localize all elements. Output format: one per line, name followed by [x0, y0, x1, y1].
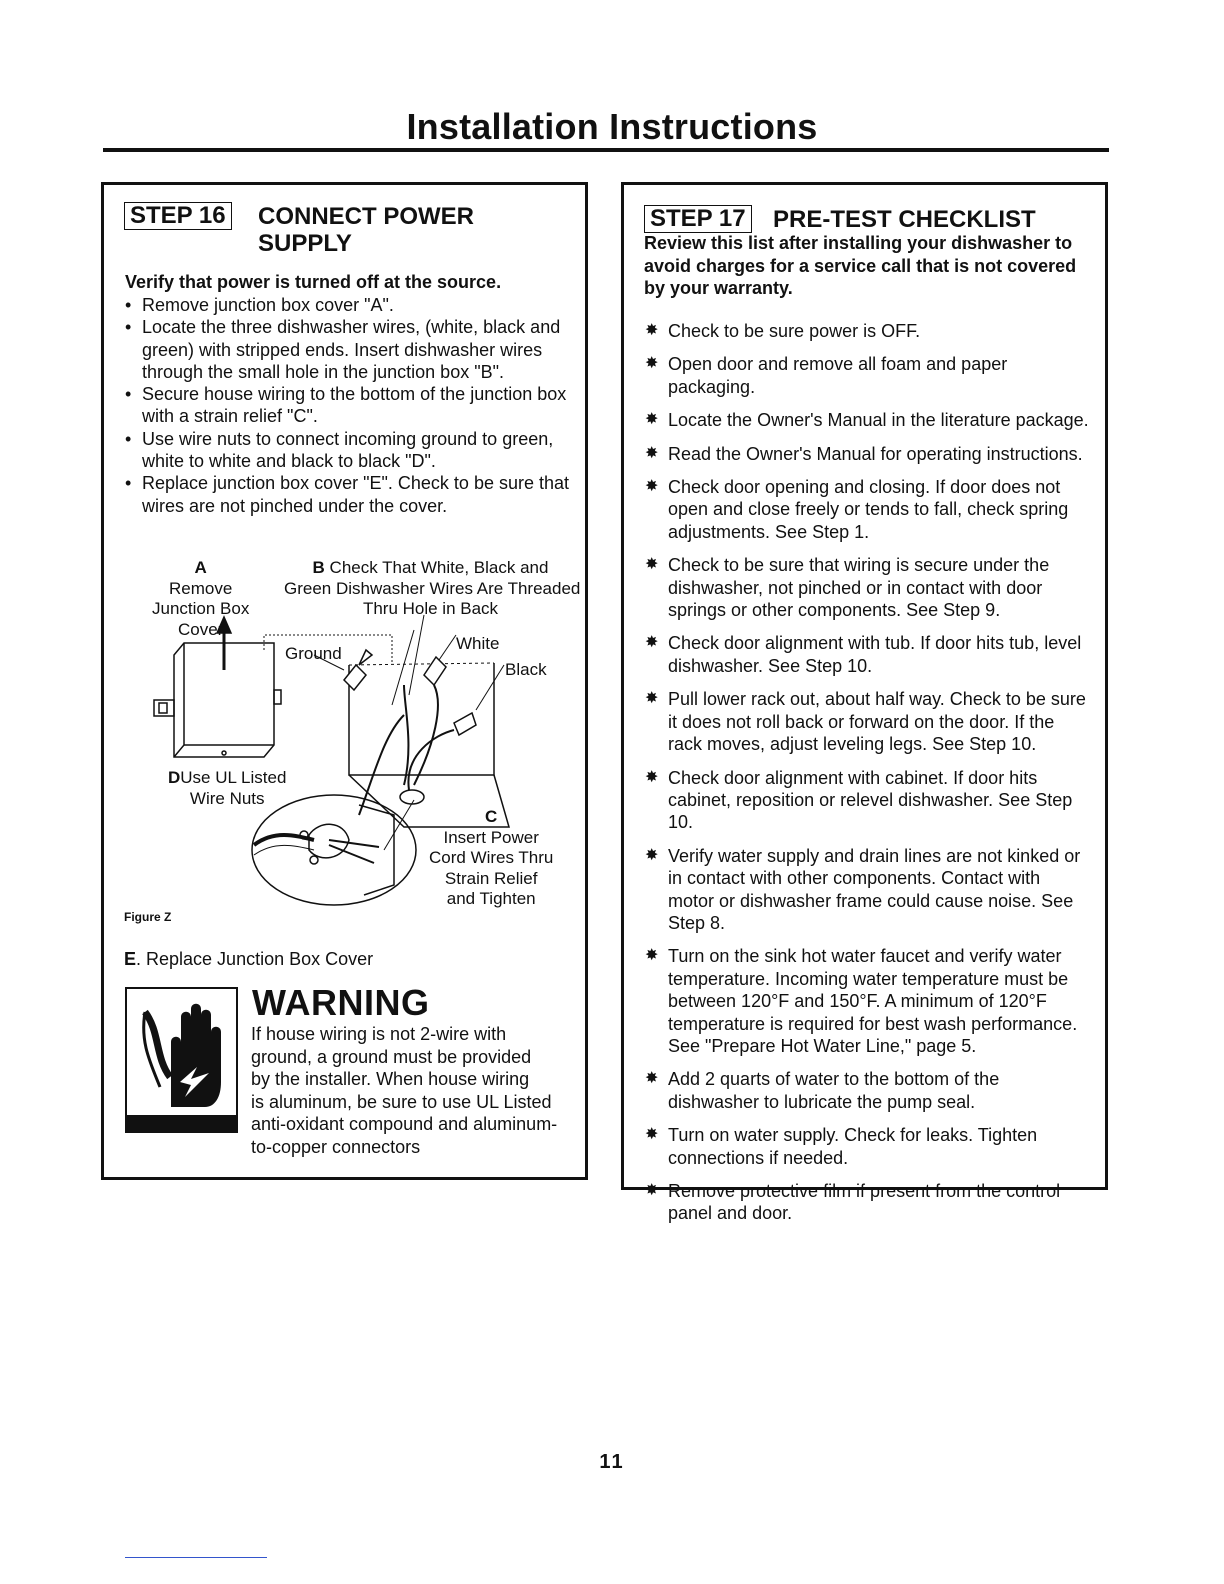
figure-c-line4: and Tighten	[446, 889, 536, 908]
list-item: ✸ Check to be sure that wiring is secure under the dishwasher, not pinched or in contact with door springs or other components. See Step 9.	[645, 555, 1050, 621]
figure-c-line1: Insert Power	[443, 827, 539, 847]
asterisk-bullet-icon: ✸	[645, 556, 659, 574]
warning-line: is aluminum, be sure to use UL Listed	[251, 1091, 552, 1112]
figure-a-line3: Cover	[177, 619, 224, 639]
asterisk-bullet-icon: ✸	[645, 947, 659, 965]
figure-label-d	[168, 768, 286, 809]
warning-text	[251, 1023, 581, 1158]
figure-b-letter: B	[312, 558, 325, 577]
warning-line: ground, a ground must be provided	[251, 1046, 532, 1067]
title-rule	[103, 148, 1109, 152]
figure-c-line2: Cord Wires Thru	[429, 848, 554, 867]
list-item: • Locate the three dishwasher wires, (white, black and green) with stripped ends. Insert dishwasher wires through the small hole in the junction box "B".	[125, 316, 575, 383]
pre-test-checklist	[644, 320, 1089, 1236]
asterisk-bullet-icon: ✸	[645, 1182, 659, 1199]
figure-label-b	[284, 558, 581, 620]
figure-label-c	[429, 807, 553, 910]
list-item: ✸ Read the Owner's Manual for operating instructions.	[645, 443, 1083, 464]
list-item: ✸ Add 2 quarts of water to the bottom of the dishwasher to lubricate the pump seal.	[645, 1069, 1000, 1112]
step-e-text: . Replace Junction Box Cover	[136, 949, 374, 969]
asterisk-bullet-icon: ✸	[645, 322, 659, 339]
step16-label: STEP 16	[124, 202, 232, 230]
figure-d-letter: D	[168, 768, 181, 787]
footnote-rule	[125, 1557, 267, 1558]
list-item: ✸ Open door and remove all foam and paper packaging.	[645, 354, 1008, 397]
list-item: • Use wire nuts to connect incoming ground to green, white to white and black to black "D".	[125, 428, 575, 473]
asterisk-bullet-icon: ✸	[645, 634, 659, 652]
list-item: ✸ Turn on the sink hot water faucet and verify water temperature. Incoming water temperature must be between 120°F and 150°F. A minimum of 120°F temperature is required for best wash performance. See "Prepare Hot Water Line," page 5.	[645, 946, 1078, 1056]
asterisk-bullet-icon: ✸	[645, 411, 659, 429]
warning-line: by the installer. When house wiring	[251, 1069, 530, 1089]
figure-a-letter: A	[194, 558, 207, 577]
list-item: ✸ Check door alignment with cabinet. If door hits cabinet, reposition or relevel dishwasher. See Step 10.	[645, 767, 1073, 833]
figure-caption: Figure Z	[124, 910, 172, 924]
list-item: ✸ Locate the Owner's Manual in the literature package.	[645, 410, 1089, 431]
step16-lead: Verify that power is turned off at the source.	[125, 272, 502, 292]
figure-c-line3: Strain Relief	[444, 868, 538, 888]
figure-b-line1: Check That White, Black and	[329, 558, 549, 577]
figure-label-black: Black	[505, 660, 547, 679]
warning-line: anti-oxidant compound and aluminum-	[251, 1114, 558, 1134]
list-item: • Secure house wiring to the bottom of the junction box with a strain relief "C".	[125, 383, 575, 428]
list-item: ✸ Verify water supply and drain lines are not kinked or in contact with other components. Contact with motor or dishwasher frame could cause noise. See Step 8.	[645, 845, 1081, 933]
page-number: 11	[599, 1451, 625, 1473]
step16-step-e	[124, 949, 373, 970]
asterisk-bullet-icon: ✸	[645, 690, 659, 708]
list-item: ✸ Check door alignment with tub. If door hits tub, level dishwasher. See Step 10.	[645, 633, 1082, 676]
asterisk-bullet-icon: ✸	[645, 768, 659, 786]
asterisk-bullet-icon: ✸	[645, 846, 659, 864]
figure-b-line2: Green Dishwasher Wires Are Threaded	[284, 578, 581, 598]
figure-b-line3: Thru Hole in Back	[362, 599, 499, 618]
step17-panel	[621, 182, 1108, 1224]
step-e-letter: E	[124, 949, 137, 969]
list-item: ✸ Remove protective film if present from the control panel and door.	[645, 1181, 1061, 1224]
list-item: ✸ Turn on water supply. Check for leaks. Tighten connections if needed.	[645, 1125, 1038, 1168]
step17-heading: PRE-TEST CHECKLIST	[773, 206, 1036, 233]
figure-a-line2: Junction Box	[152, 599, 250, 618]
figure-label-a	[152, 558, 249, 640]
list-item: ✸ Check door opening and closing. If door does not open and close freely or tends to fall, check spring adjustments. See Step 1.	[645, 477, 1069, 542]
step16-bullet-list	[125, 294, 575, 517]
figure-label-ground: Ground	[285, 644, 342, 663]
figure-label-white: White	[456, 634, 500, 653]
list-item: • Remove junction box cover "A".	[125, 294, 575, 316]
figure-a-line1: Remove	[169, 578, 233, 598]
list-item: ✸ Pull lower rack out, about half way. Check to be sure it does not roll back or forward on the door. If the rack moves, adjust leveling legs. See Step 10.	[645, 689, 1086, 755]
warning-title: WARNING	[252, 982, 430, 1023]
figure-c-letter: C	[485, 807, 498, 826]
electric-shock-hazard-icon	[125, 987, 238, 1133]
step16-panel	[101, 182, 588, 1180]
figure-d-line2: Wire Nuts	[189, 788, 265, 808]
list-item: ✸ Check to be sure power is OFF.	[645, 321, 921, 341]
list-item: • Replace junction box cover "E". Check to be sure that wires are not pinched under the cover.	[125, 472, 575, 517]
step16-heading-line2: SUPPLY	[258, 230, 352, 257]
step17-label: STEP 17	[644, 205, 752, 233]
warning-line: If house wiring is not 2-wire with	[251, 1024, 507, 1044]
step17-lead: Review this list after installing your dishwasher to avoid charges for a service call that is not covered by your warranty.	[644, 233, 1077, 298]
page-title: Installation Instructions	[406, 106, 818, 147]
asterisk-bullet-icon: ✸	[645, 444, 659, 462]
asterisk-bullet-icon: ✸	[645, 355, 659, 373]
warning-line: to-copper connectors	[251, 1136, 421, 1157]
asterisk-bullet-icon: ✸	[645, 1070, 659, 1088]
asterisk-bullet-icon: ✸	[645, 478, 659, 496]
step16-heading-line1: CONNECT POWER	[258, 203, 474, 230]
figure-d-line1: Use UL Listed	[180, 768, 287, 787]
asterisk-bullet-icon: ✸	[645, 1126, 659, 1144]
